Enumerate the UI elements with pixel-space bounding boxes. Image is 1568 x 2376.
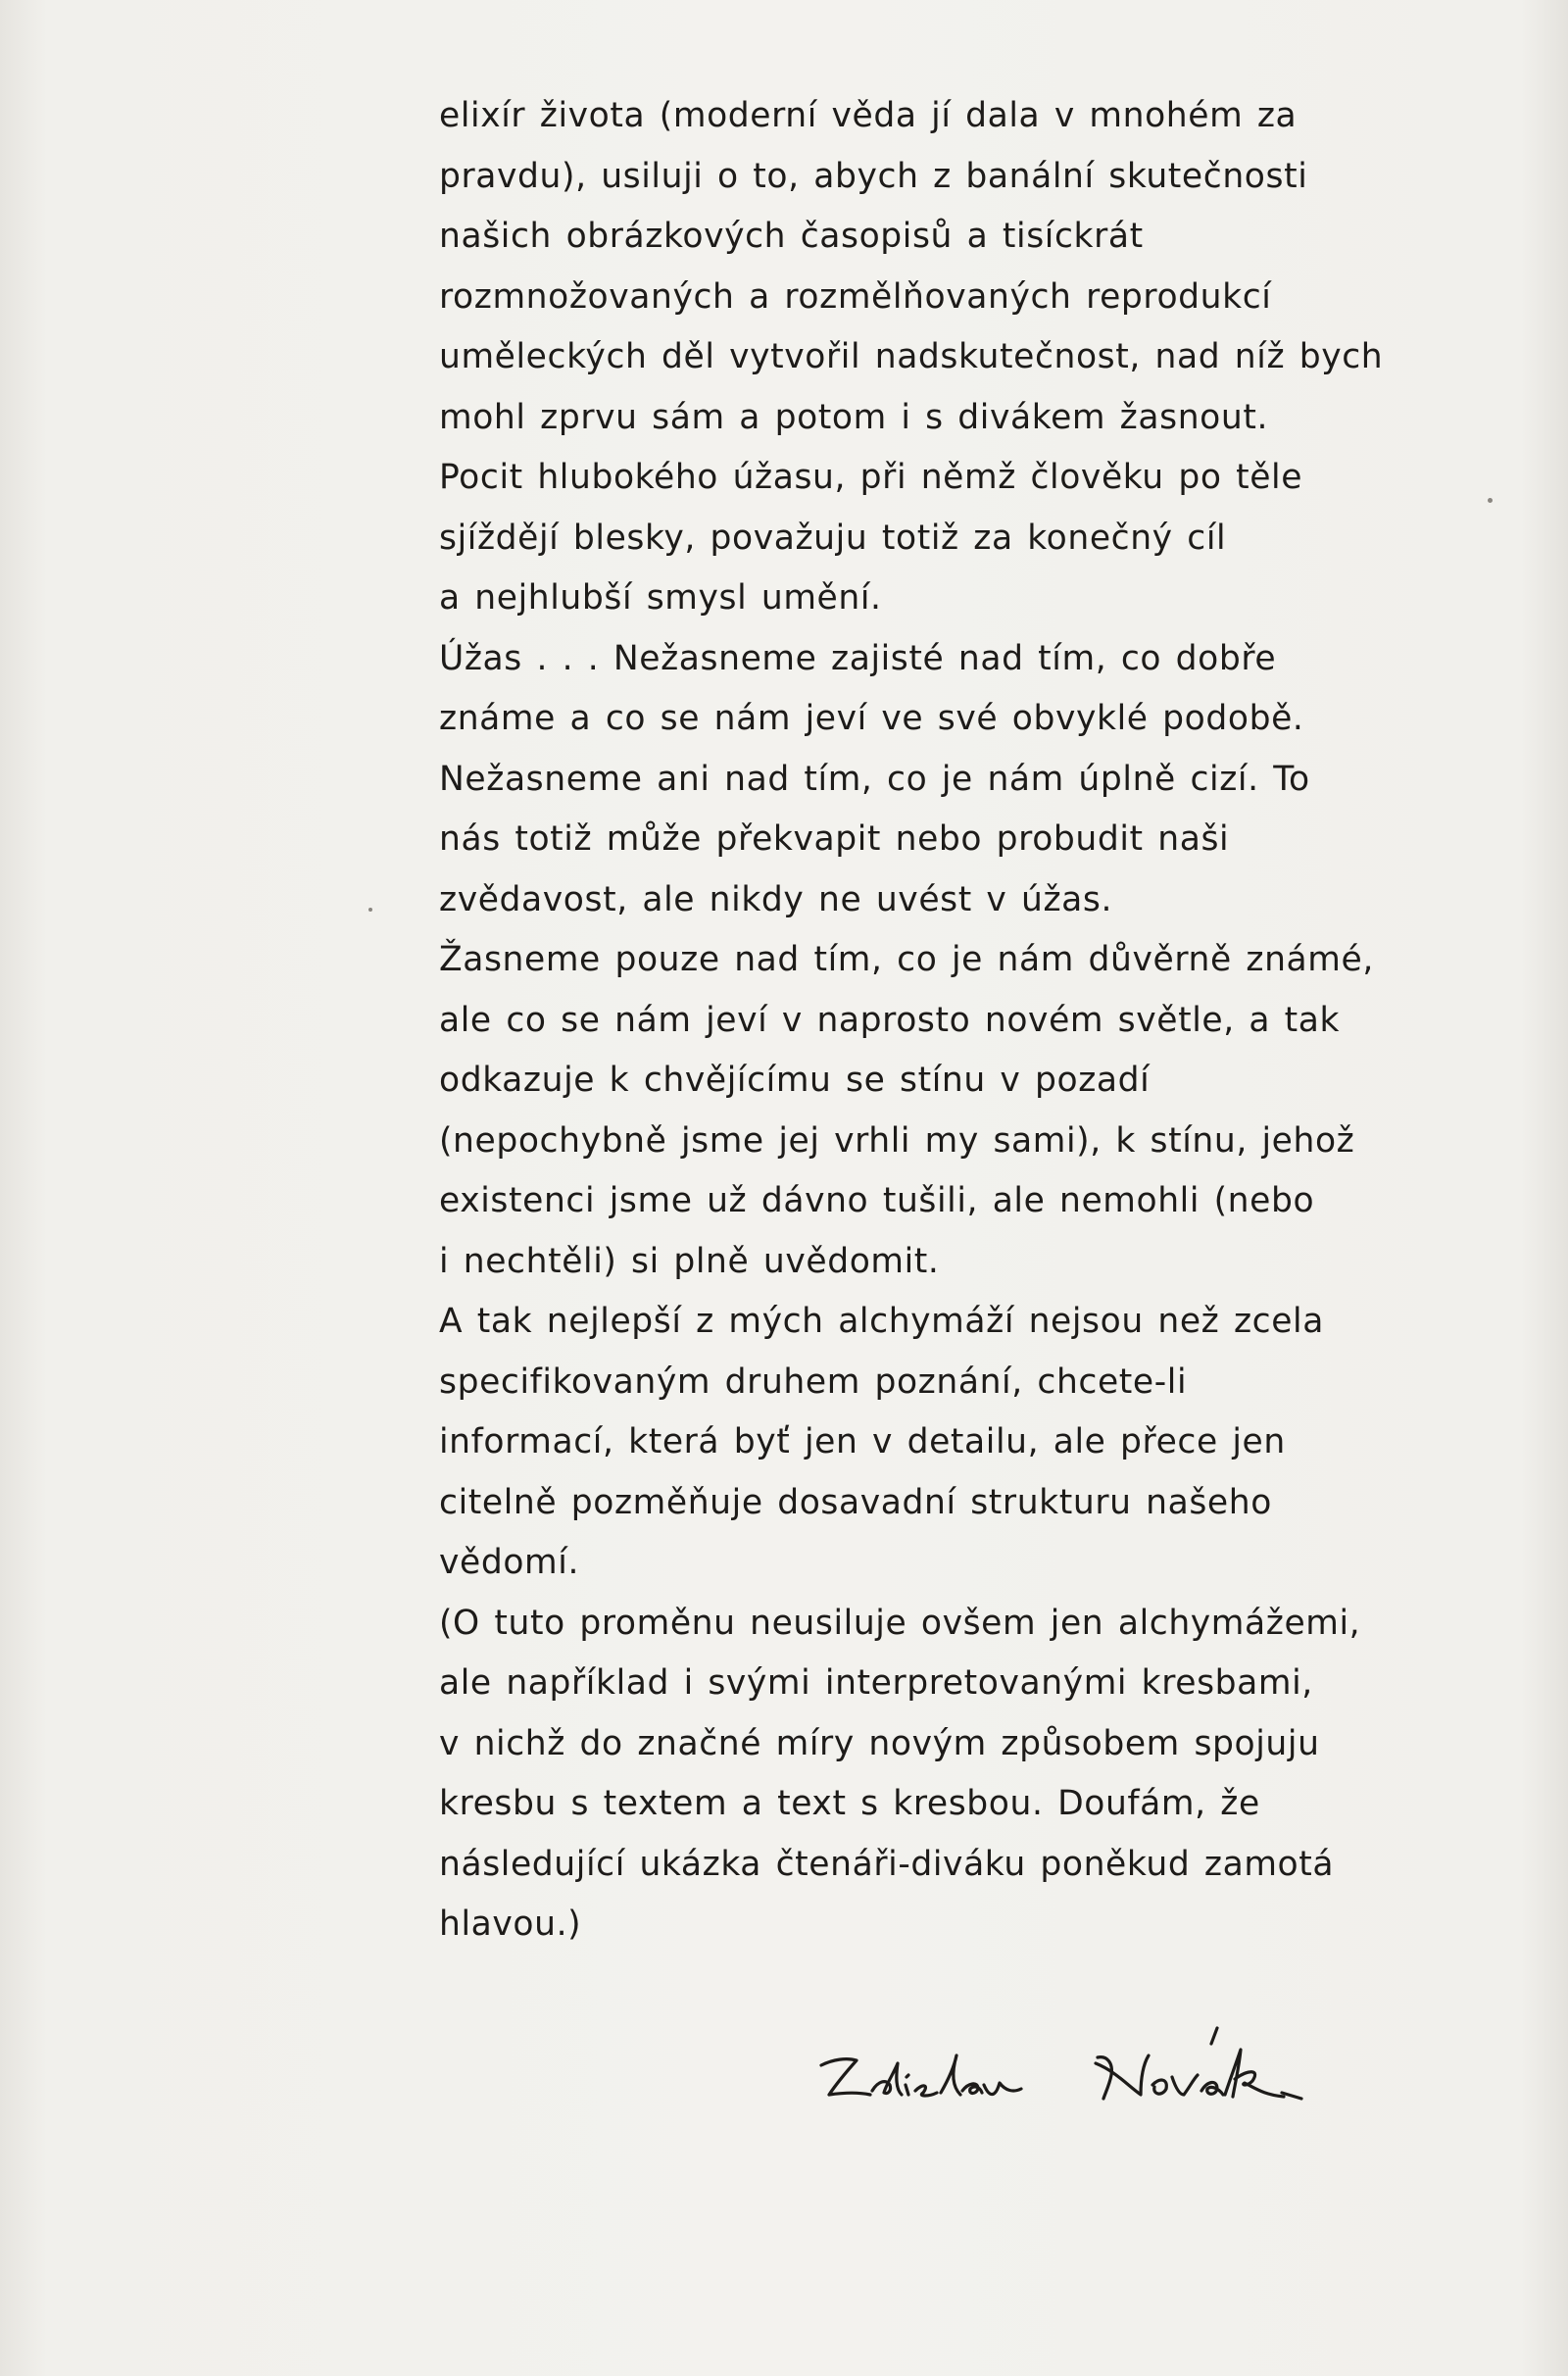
body-text xyxy=(439,86,1448,1955)
text-line: nás totiž může překvapit nebo probudit naši xyxy=(439,819,1230,859)
text-line: uměleckých děl vytvořil nadskutečnost, nad níž bych xyxy=(439,337,1384,376)
text-line: Úžas . . . Nežasneme zajisté nad tím, co dobře xyxy=(439,638,1277,678)
text-line: (O tuto proměnu neusiluje ovšem jen alchymážemi, xyxy=(439,1603,1361,1643)
text-line: mohl zprvu sám a potom i s divákem žasnout. xyxy=(439,397,1269,437)
handwritten-signature xyxy=(813,2014,1421,2122)
text-line: známe a co se nám jeví ve své obvyklé podobě. xyxy=(439,699,1304,738)
text-line: citelně pozměňuje dosavadní strukturu našeho xyxy=(439,1482,1272,1522)
text-line: informací, která byť jen v detailu, ale přece jen xyxy=(439,1422,1286,1461)
text-line: existenci jsme už dávno tušili, ale nemohli (nebo xyxy=(439,1181,1315,1220)
paper-speck xyxy=(368,908,372,912)
text-line: i nechtěli) si plně uvědomit. xyxy=(439,1241,940,1281)
text-line: pravdu), usiluji o to, abych z banální skutečnosti xyxy=(439,156,1308,196)
text-line: ale co se nám jeví v naprosto novém světle, a tak xyxy=(439,1000,1341,1040)
text-line: elixír života (moderní věda jí dala v mnohém za xyxy=(439,96,1298,135)
text-line: zvědavost, ale nikdy ne uvést v úžas. xyxy=(439,879,1113,919)
text-line: odkazuje k chvějícímu se stínu v pozadí xyxy=(439,1061,1151,1100)
text-line: hlavou.) xyxy=(439,1905,582,1944)
text-line: kresbu s textem a text s kresbou. Doufám, že xyxy=(439,1784,1260,1823)
text-line: A tak nejlepší z mých alchymáží nejsou než zcela xyxy=(439,1302,1324,1341)
paper-speck xyxy=(1488,498,1493,503)
text-line: ale například i svými interpretovanými kresbami, xyxy=(439,1663,1313,1703)
text-line: v nichž do značné míry novým způsobem spojuju xyxy=(439,1723,1320,1763)
text-line: Žasneme pouze nad tím, co je nám důvěrně známé, xyxy=(439,940,1374,979)
text-line: následující ukázka čtenáři-diváku poněkud zamotá xyxy=(439,1844,1335,1884)
text-line: našich obrázkových časopisů a tisíckrát xyxy=(439,217,1144,256)
text-line: sjíždějí blesky, považuju totiž za konečný cíl xyxy=(439,518,1227,558)
text-line: Pocit hlubokého úžasu, při němž člověku po těle xyxy=(439,458,1303,497)
text-line: Nežasneme ani nad tím, co je nám úplně cizí. To xyxy=(439,759,1310,799)
text-line: rozmnožovaných a rozmělňovaných reprodukcí xyxy=(439,276,1272,317)
text-line: specifikovaným druhem poznání, chcete-li xyxy=(439,1361,1188,1402)
text-line: (nepochybně jsme jej vrhli my sami), k stínu, jehož xyxy=(439,1120,1355,1161)
text-line: vědomí. xyxy=(439,1543,580,1582)
text-line: a nejhlubší smysl umění. xyxy=(439,578,882,618)
signature-drawing xyxy=(813,2014,1421,2122)
